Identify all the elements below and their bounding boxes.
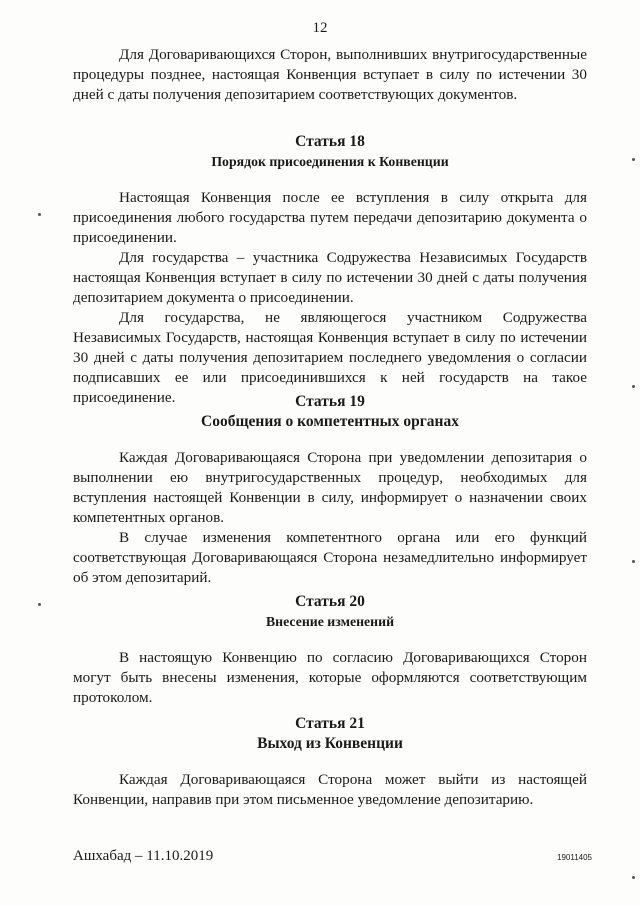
page-number: 12 — [312, 20, 328, 36]
scan-speck — [632, 876, 635, 879]
article-title: Внесение изменений — [265, 614, 395, 629]
scan-speck — [632, 158, 635, 161]
scan-speck — [632, 385, 635, 388]
article-title: Сообщения о компетентных органах — [201, 413, 459, 430]
intro-paragraph: Для Договаривающихся Сторон, выполнивших внутригосударственные процедуры позднее, настоящая Конвенция вступает в силу по истечении 30 дней с даты получения депозитарием соответствующих документов. — [73, 46, 587, 103]
article-paragraph: Каждая Договаривающаяся Сторона может выйти из настоящей Конвенции, направив при этом письменное уведомление депозитарию. — [73, 771, 587, 808]
footer-place-date: Ашхабад – 11.10.2019 — [73, 848, 214, 864]
scan-speck — [38, 603, 41, 606]
intro-block — [73, 45, 587, 105]
article-number: Статья 19 — [295, 393, 365, 410]
article-paragraph: Для государства, не являющегося участником Содружества Независимых Государств, настоящая Конвенция вступает в силу по истечении 30 дней с даты получения депозитарием последнего уведомления о согласии подписавших ее или присоединившихся к ней государств на такое присоединение. — [73, 309, 587, 406]
article-paragraph: В настоящую Конвенцию по согласию Договаривающихся Сторон могут быть внесены изменения, которые оформляются соответствующим протоколом. — [73, 649, 587, 706]
article-number: Статья 21 — [295, 715, 365, 732]
article-title: Выход из Конвенции — [257, 735, 403, 752]
article-19 — [73, 392, 587, 588]
article-paragraph: Для государства – участника Содружества Независимых Государств настоящая Конвенция вступает в силу по истечении 30 дней с даты получения депозитарием документа о присоединении. — [73, 249, 587, 306]
footer-code: 19011405 — [557, 853, 592, 862]
article-18 — [73, 132, 587, 408]
article-paragraph: В случае изменения компетентного органа или его функций соответствующая Договаривающаяся Сторона незамедлительно информирует об этом депозитарий. — [73, 529, 587, 586]
article-paragraph: Каждая Договаривающаяся Сторона при уведомлении депозитария о выполнении ею внутригосударственных процедур, необходимых для вступления настоящей Конвенции в силу, информирует о назначении своих компетентных органов. — [73, 449, 587, 526]
article-paragraph: Настоящая Конвенция после ее вступления в силу открыта для присоединения любого государства путем передачи депозитарию документа о присоединении. — [73, 189, 587, 246]
article-number: Статья 20 — [295, 593, 365, 610]
scan-speck — [632, 560, 635, 563]
scan-speck — [38, 213, 41, 216]
article-number: Статья 18 — [295, 133, 365, 150]
article-21 — [73, 714, 587, 810]
article-title: Порядок присоединения к Конвенции — [211, 154, 449, 169]
article-20 — [73, 592, 587, 708]
